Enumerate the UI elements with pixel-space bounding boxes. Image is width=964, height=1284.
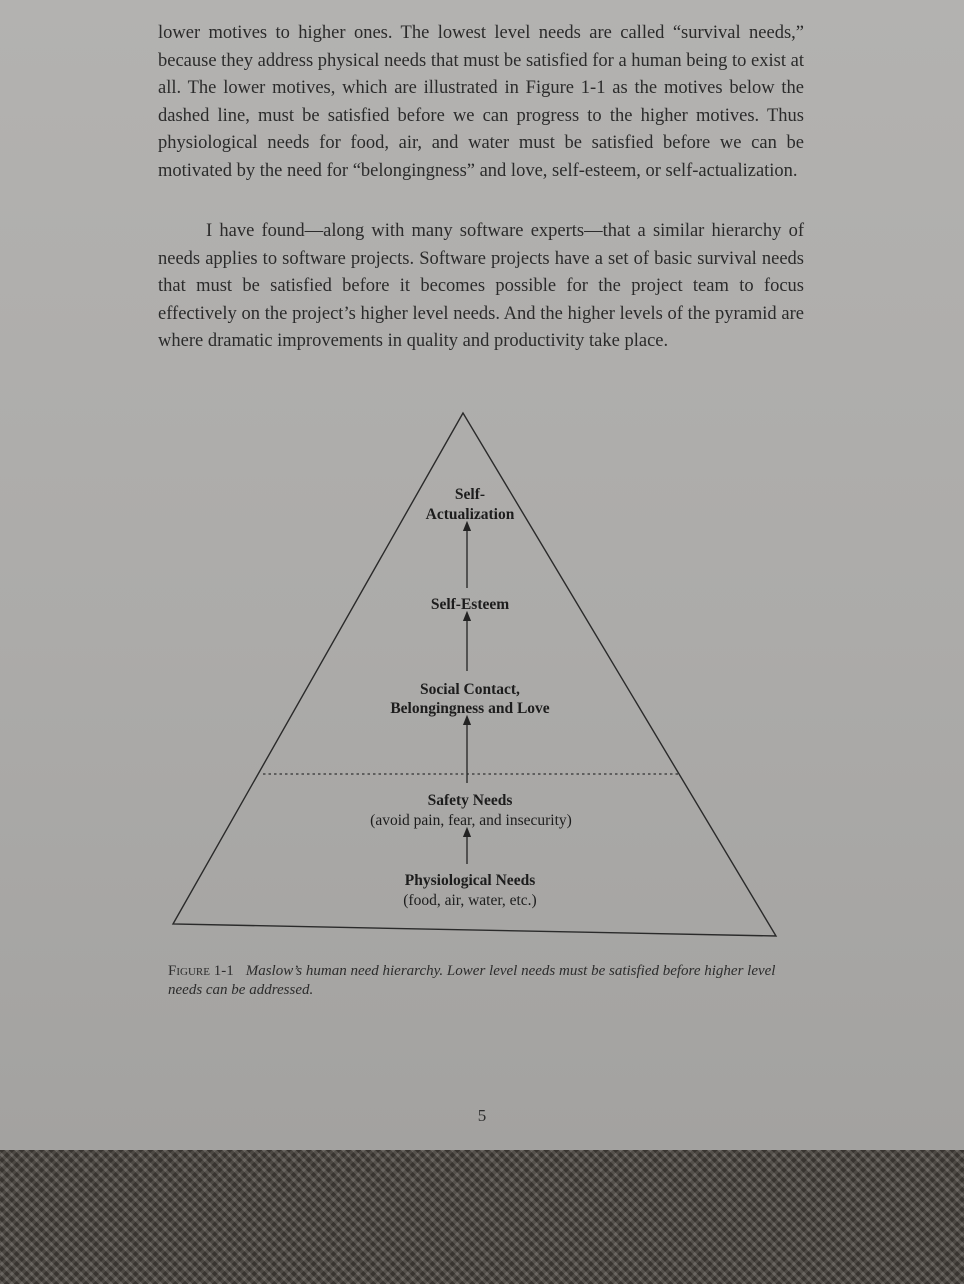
level-self-actualization-line2: Actualization	[425, 506, 515, 523]
level-safety-line1: Safety Needs	[427, 792, 513, 809]
level-self-actualization-line1: Self-	[454, 486, 486, 503]
figure-caption	[168, 962, 808, 1000]
level-physiological-line1: Physiological Needs	[404, 872, 536, 889]
carpet-background	[0, 1150, 964, 1284]
body-paragraph-1: lower motives to higher ones. The lowest level needs are called “survival needs,” because they address physical needs that must be satisfied for a human being to exist at all. The lower motives, which are illustrated in Figure 1-1 as the motives below the dashed line, must be satisfied before we can progress to the higher motives. Thus physiological needs for food, air, and water must be satisfied before we can be motivated by the need for “belongingness” and love, self-esteem, or self-actualization.	[158, 23, 804, 181]
figure-caption-label: Figure 1-1	[168, 963, 234, 979]
level-physiological-line2: (food, air, water, etc.)	[403, 892, 537, 909]
level-safety-line2: (avoid pain, fear, and insecurity)	[370, 812, 572, 829]
body-paragraph-2: I have found—along with many software experts—that a similar hierarchy of needs applies to software projects. Software projects have a set of basic survival needs that must be satisfied before it becomes possible for the project team to focus effectively on the project’s higher level needs. And the higher levels of the pyramid are where dramatic improvements in quality and productivity take place.	[158, 221, 804, 352]
figure-caption-text: Maslow’s human need hierarchy. Lower level needs must be satisfied before higher level needs can be addressed.	[168, 963, 776, 998]
page-number: 5	[477, 1106, 487, 1125]
level-social-line2: Belongingness and Love	[390, 700, 550, 717]
level-social-line1: Social Contact,	[420, 681, 520, 698]
level-self-esteem: Self-Esteem	[430, 596, 510, 613]
